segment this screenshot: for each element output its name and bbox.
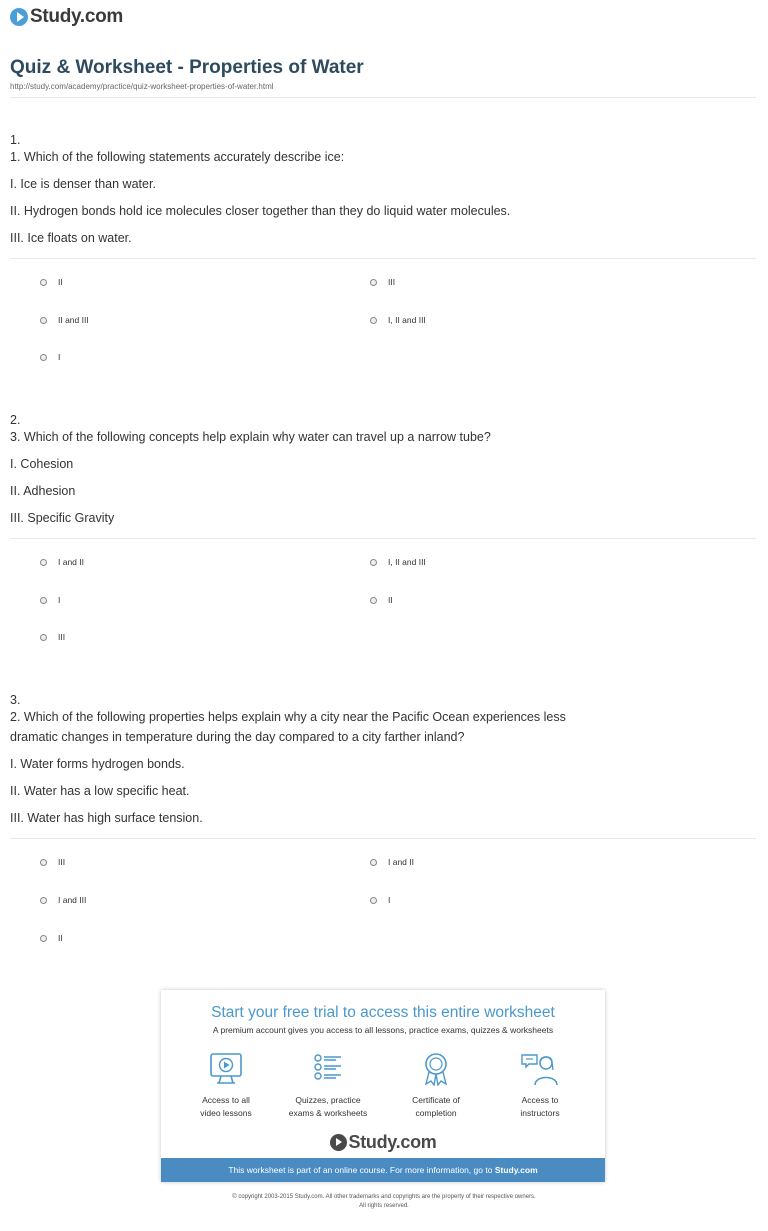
promo-title[interactable]: Start your free trial to access this entire worksheet <box>211 1004 555 1021</box>
statement: I. Ice is denser than water. <box>10 177 156 191</box>
promo-info-bar <box>161 1158 605 1182</box>
radio-button[interactable] <box>40 597 47 604</box>
radio-button[interactable] <box>40 354 47 361</box>
feature-label: Quizzes, practice exams & worksheets <box>288 1095 368 1118</box>
option-label: I and III <box>58 895 87 905</box>
radio-button[interactable] <box>370 279 377 286</box>
statement: II. Hydrogen bonds hold ice molecules closer together than they do liquid water molecules. <box>10 204 511 218</box>
answer-option[interactable] <box>370 315 426 325</box>
question-text: 1. Which of the following statements accurately describe ice: <box>10 150 345 164</box>
logo-text: Study.com <box>348 1132 437 1152</box>
statement: II. Water has a low specific heat. <box>10 784 190 798</box>
statement: III. Water has high surface tension. <box>10 811 203 825</box>
divider <box>10 258 756 259</box>
feature-label: Certificate of completion <box>412 1095 460 1118</box>
statement: III. Ice floats on water. <box>10 231 132 245</box>
list-icon <box>310 1052 346 1086</box>
radio-button[interactable] <box>40 279 47 286</box>
option-label: II <box>58 277 63 287</box>
promo-study-logo[interactable] <box>161 1132 605 1153</box>
option-label: I <box>58 352 61 362</box>
answer-option[interactable] <box>370 857 414 867</box>
question-number: 3. <box>10 693 21 707</box>
statement: I. Water forms hydrogen bonds. <box>10 757 185 771</box>
option-label: I <box>388 895 391 905</box>
answer-option[interactable] <box>40 557 84 567</box>
answer-option[interactable] <box>40 595 60 605</box>
option-label: II and III <box>58 315 89 325</box>
promo-bar-text: This worksheet is part of an online course. For more information, go to <box>228 1165 493 1175</box>
question-text: 3. Which of the following concepts help explain why water can travel up a narrow tube? <box>10 430 491 444</box>
answer-option[interactable] <box>40 352 60 362</box>
radio-button[interactable] <box>370 317 377 324</box>
divider <box>10 97 756 98</box>
play-logo-icon <box>10 8 28 26</box>
radio-button[interactable] <box>370 559 377 566</box>
radio-button[interactable] <box>40 317 47 324</box>
option-label: III <box>58 632 66 642</box>
option-label: III <box>58 857 66 867</box>
answer-option[interactable] <box>40 895 86 905</box>
question-number: 1. <box>10 133 21 147</box>
radio-button[interactable] <box>40 859 47 866</box>
copyright-text: © copyright 2003-2015 Study.com. All other trademarks and copyrights are the property of their respective owners. <box>232 1194 536 1200</box>
option-label: II <box>58 933 63 943</box>
answer-option[interactable] <box>40 632 65 642</box>
feature-label: Access to instructors <box>520 1095 560 1118</box>
option-label: III <box>388 277 396 287</box>
answer-option[interactable] <box>40 315 89 325</box>
option-label: I and II <box>58 557 84 567</box>
radio-button[interactable] <box>40 634 47 641</box>
option-label: I, II and III <box>388 315 426 325</box>
question-text-continued: dramatic changes in temperature during the day compared to a city farther inland? <box>10 730 465 744</box>
page-url[interactable]: http://study.com/academy/practice/quiz-worksheet-properties-of-water.html <box>10 82 274 91</box>
answer-option[interactable] <box>370 277 395 287</box>
feature-instructors <box>485 1052 595 1120</box>
option-label: I and II <box>388 857 414 867</box>
logo-text: Study.com <box>30 6 124 27</box>
feature-label: Access to all video lessons <box>200 1095 252 1118</box>
premium-promo-box <box>161 990 605 1182</box>
option-label: I <box>58 595 61 605</box>
instructor-icon <box>520 1052 560 1086</box>
feature-video-lessons <box>171 1052 281 1120</box>
statement: II. Adhesion <box>10 484 76 498</box>
copyright-footer <box>0 1193 768 1211</box>
promo-bar-link[interactable]: Study.com <box>494 1165 538 1175</box>
divider <box>10 538 756 539</box>
certificate-icon <box>418 1052 454 1086</box>
rights-text: All rights reserved. <box>359 1203 409 1209</box>
option-label: II <box>388 595 393 605</box>
study-logo[interactable] <box>10 6 123 28</box>
answer-option[interactable] <box>40 933 63 943</box>
radio-button[interactable] <box>40 559 47 566</box>
radio-button[interactable] <box>40 935 47 942</box>
radio-button[interactable] <box>370 859 377 866</box>
statement: I. Cohesion <box>10 457 74 471</box>
play-logo-icon <box>330 1134 347 1151</box>
promo-subtitle: A premium account gives you access to all lessons, practice exams, quizzes & worksheets <box>212 1025 554 1035</box>
radio-button[interactable] <box>370 897 377 904</box>
answer-option[interactable] <box>370 895 390 905</box>
statement: III. Specific Gravity <box>10 511 115 525</box>
question-text: 2. Which of the following properties helps explain why a city near the Pacific Ocean experiences less <box>10 710 566 724</box>
divider <box>10 838 756 839</box>
feature-certificate <box>381 1052 491 1120</box>
question-number: 2. <box>10 413 21 427</box>
feature-quizzes <box>273 1052 383 1120</box>
answer-option[interactable] <box>370 557 426 567</box>
answer-option[interactable] <box>40 857 65 867</box>
option-label: I, II and III <box>388 557 426 567</box>
answer-option[interactable] <box>370 595 393 605</box>
radio-button[interactable] <box>370 597 377 604</box>
page-title: Quiz & Worksheet - Properties of Water <box>10 57 364 78</box>
video-lesson-icon <box>208 1052 244 1086</box>
answer-option[interactable] <box>40 277 63 287</box>
radio-button[interactable] <box>40 897 47 904</box>
